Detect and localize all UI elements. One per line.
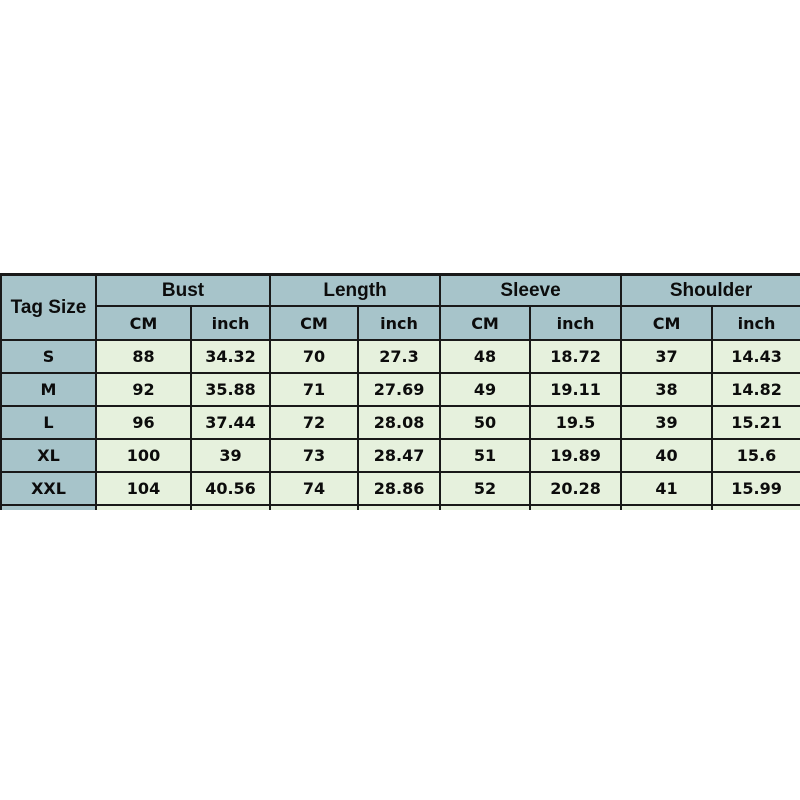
table-cell: 50: [440, 406, 530, 439]
table-cell: 73: [270, 439, 358, 472]
table-cell: 39: [191, 439, 270, 472]
table-cell: 14.43: [712, 340, 800, 373]
table-cell: 100: [96, 439, 191, 472]
table-cell: 35.88: [191, 373, 270, 406]
table-cell: 37.44: [191, 406, 270, 439]
table-cell: 19.5: [530, 406, 621, 439]
unit-header-sleeve-cm: CM: [440, 306, 530, 340]
partial-cell: [191, 505, 270, 510]
table-row-partial: [1, 505, 800, 510]
table-cell: 49: [440, 373, 530, 406]
table-row-xl: [1, 439, 800, 472]
table-cell: 41: [621, 472, 712, 505]
partial-cell: [530, 505, 621, 510]
table-cell: 28.47: [358, 439, 440, 472]
partial-cell: [1, 505, 96, 510]
size-cell: XL: [1, 439, 96, 472]
table-cell: 40: [621, 439, 712, 472]
table-cell: 71: [270, 373, 358, 406]
table-cell: 38: [621, 373, 712, 406]
table-row-l: [1, 406, 800, 439]
table-cell: 28.86: [358, 472, 440, 505]
table-cell: 27.69: [358, 373, 440, 406]
corner-header-tag-size: Tag Size: [1, 275, 96, 341]
table-cell: 15.6: [712, 439, 800, 472]
table-cell: 15.21: [712, 406, 800, 439]
partial-cell: [270, 505, 358, 510]
table-cell: 104: [96, 472, 191, 505]
table-cell: 19.89: [530, 439, 621, 472]
table-cell: 70: [270, 340, 358, 373]
unit-header-length-cm: CM: [270, 306, 358, 340]
unit-header-bust-cm: CM: [96, 306, 191, 340]
unit-header-shoulder-cm: CM: [621, 306, 712, 340]
partial-cell: [621, 505, 712, 510]
partial-cell: [440, 505, 530, 510]
table-row-s: [1, 340, 800, 373]
table-cell: 27.3: [358, 340, 440, 373]
table-row-m: [1, 373, 800, 406]
table-cell: 52: [440, 472, 530, 505]
group-header-bust: Bust: [96, 275, 270, 307]
table-row-xxl: [1, 472, 800, 505]
table-cell: 14.82: [712, 373, 800, 406]
size-chart-table: [0, 273, 800, 510]
table-cell: 51: [440, 439, 530, 472]
group-header-shoulder: Shoulder: [621, 275, 800, 307]
unit-header-length-inch: inch: [358, 306, 440, 340]
partial-cell: [358, 505, 440, 510]
table-cell: 20.28: [530, 472, 621, 505]
table-cell: 18.72: [530, 340, 621, 373]
unit-header-row: [1, 306, 800, 340]
table-cell: 74: [270, 472, 358, 505]
group-header-length: Length: [270, 275, 440, 307]
table-cell: 96: [96, 406, 191, 439]
unit-header-shoulder-inch: inch: [712, 306, 800, 340]
table-cell: 37: [621, 340, 712, 373]
partial-cell: [712, 505, 800, 510]
table-cell: 72: [270, 406, 358, 439]
table-cell: 39: [621, 406, 712, 439]
size-cell: M: [1, 373, 96, 406]
size-cell: L: [1, 406, 96, 439]
table-cell: 34.32: [191, 340, 270, 373]
table-cell: 19.11: [530, 373, 621, 406]
unit-header-sleeve-inch: inch: [530, 306, 621, 340]
table-cell: 88: [96, 340, 191, 373]
size-cell: S: [1, 340, 96, 373]
size-cell: XXL: [1, 472, 96, 505]
partial-cell: [96, 505, 191, 510]
table-cell: 28.08: [358, 406, 440, 439]
table-cell: 40.56: [191, 472, 270, 505]
table-cell: 48: [440, 340, 530, 373]
group-header-sleeve: Sleeve: [440, 275, 621, 307]
unit-header-bust-inch: inch: [191, 306, 270, 340]
table-cell: 15.99: [712, 472, 800, 505]
table-cell: 92: [96, 373, 191, 406]
group-header-row: [1, 275, 800, 307]
